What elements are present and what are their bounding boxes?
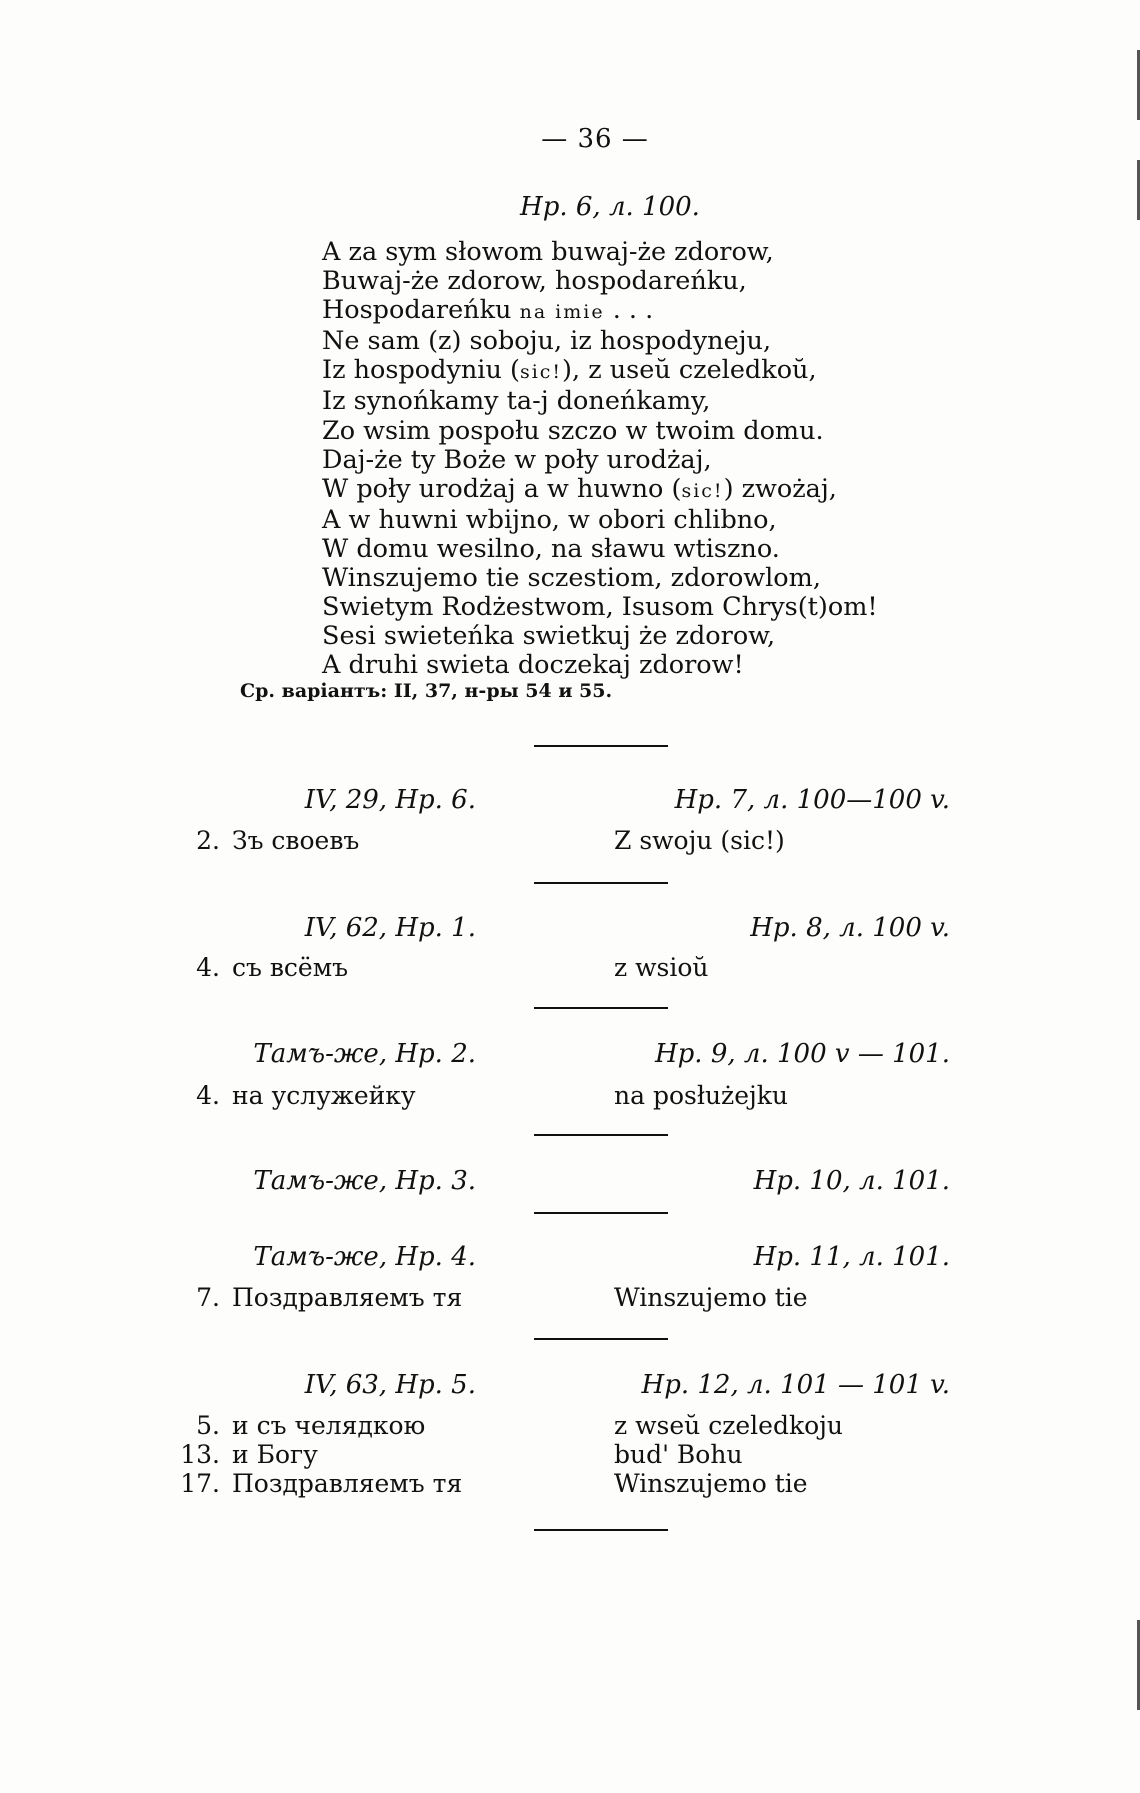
poem-line: Winszujemo tie sczestiom, zdorowlom, (322, 563, 821, 594)
main-heading: Нр. 6, л. 100. (520, 192, 700, 222)
poem-line: Sesi swieteńka swietkuj że zdorow, (322, 621, 776, 652)
line-number: 7. (196, 1283, 220, 1312)
cyrillic-reading: Поздравляемъ тя (232, 1469, 463, 1498)
page-number: — 36 — (541, 124, 649, 154)
latin-reading: Z swoju (sic!) (614, 826, 785, 855)
cyrillic-reading: Поздравляемъ тя (232, 1283, 463, 1312)
line-number: 5. (196, 1411, 220, 1440)
section-left-heading: IV, 29, Нр. 6. (304, 785, 476, 815)
divider (534, 1338, 668, 1340)
section-left-heading: Тамъ-же, Нр. 3. (253, 1166, 476, 1196)
cyrillic-reading: на услужейку (232, 1081, 416, 1110)
divider (534, 1007, 668, 1009)
spaced-text: sic! (519, 361, 563, 384)
line-number: 17. (180, 1469, 220, 1498)
divider (534, 745, 668, 747)
poem-line: Iz synońkamy ta-j doneńkamy, (322, 386, 711, 417)
section-right-heading: Нр. 7, л. 100—100 v. (674, 785, 950, 815)
latin-reading: Winszujemo tie (614, 1469, 808, 1498)
section-right-heading: Нр. 9, л. 100 v — 101. (654, 1039, 950, 1069)
latin-reading: bud' Bohu (614, 1440, 743, 1469)
latin-reading: Winszujemo tie (614, 1283, 808, 1312)
poem-line: A w huwni wbijno, w obori chlibno, (322, 504, 777, 535)
poem-line: Swietym Rodżestwom, Isusom Chrys(t)om! (322, 592, 878, 623)
poem-line: Hospodareńku na imie . . . (322, 295, 654, 326)
section-left-heading: IV, 62, Нр. 1. (304, 913, 476, 943)
line-number: 13. (180, 1440, 220, 1469)
section-right-heading: Нр. 11, л. 101. (753, 1242, 950, 1272)
cyrillic-reading: Зъ своевъ (232, 826, 360, 855)
divider (534, 1134, 668, 1136)
poem-line: A druhi swieta doczekaj zdorow! (322, 650, 744, 681)
section-left-heading: IV, 63, Нр. 5. (304, 1370, 476, 1400)
latin-reading: na posłużejku (614, 1081, 789, 1110)
divider (534, 882, 668, 884)
section-right-heading: Нр. 10, л. 101. (753, 1166, 950, 1196)
poem-line: Ne sam (z) soboju, iz hospodyneju, (322, 326, 772, 357)
section-right-heading: Нр. 12, л. 101 — 101 v. (641, 1370, 950, 1400)
divider (534, 1212, 668, 1214)
spaced-text: na imie (519, 301, 605, 324)
divider (534, 1529, 668, 1531)
latin-reading: z wsioŭ (614, 953, 709, 982)
poem (322, 238, 942, 680)
cyrillic-reading: съ всёмъ (232, 953, 349, 982)
line-number: 2. (196, 826, 220, 855)
cyrillic-reading: и съ челядкою (232, 1411, 426, 1440)
section-right-heading: Нр. 8, л. 100 v. (750, 913, 950, 943)
poem-line: Daj-że ty Boże w poły urodżaj, (322, 444, 712, 475)
poem-line: Buwaj-że zdorow, hospodareńku, (322, 266, 747, 297)
spaced-text: sic! (681, 479, 724, 502)
section-left-heading: Тамъ-же, Нр. 4. (253, 1242, 476, 1272)
cyrillic-reading: и Богу (232, 1440, 318, 1469)
section-left-heading: Тамъ-же, Нр. 2. (253, 1039, 476, 1069)
line-number: 4. (196, 1081, 220, 1110)
poem-line: A za sym słowom buwaj-że zdorow, (322, 237, 774, 267)
line-number: 4. (196, 953, 220, 982)
poem-line: Zo wsim pospołu szczo w twoim domu. (322, 415, 824, 446)
poem-line: W poły urodżaj a w huwno (sic!) zwożaj, (322, 473, 837, 504)
poem-line: W domu wesilno, na sławu wtiszno. (322, 533, 780, 564)
variant-note: Ср. варіантъ: II, 37, н-ры 54 и 55. (240, 680, 613, 702)
poem-line: Iz hospodyniu (sic!), z useŭ czeledkoŭ, (322, 355, 817, 386)
latin-reading: z wseŭ czeledkoju (614, 1411, 844, 1440)
